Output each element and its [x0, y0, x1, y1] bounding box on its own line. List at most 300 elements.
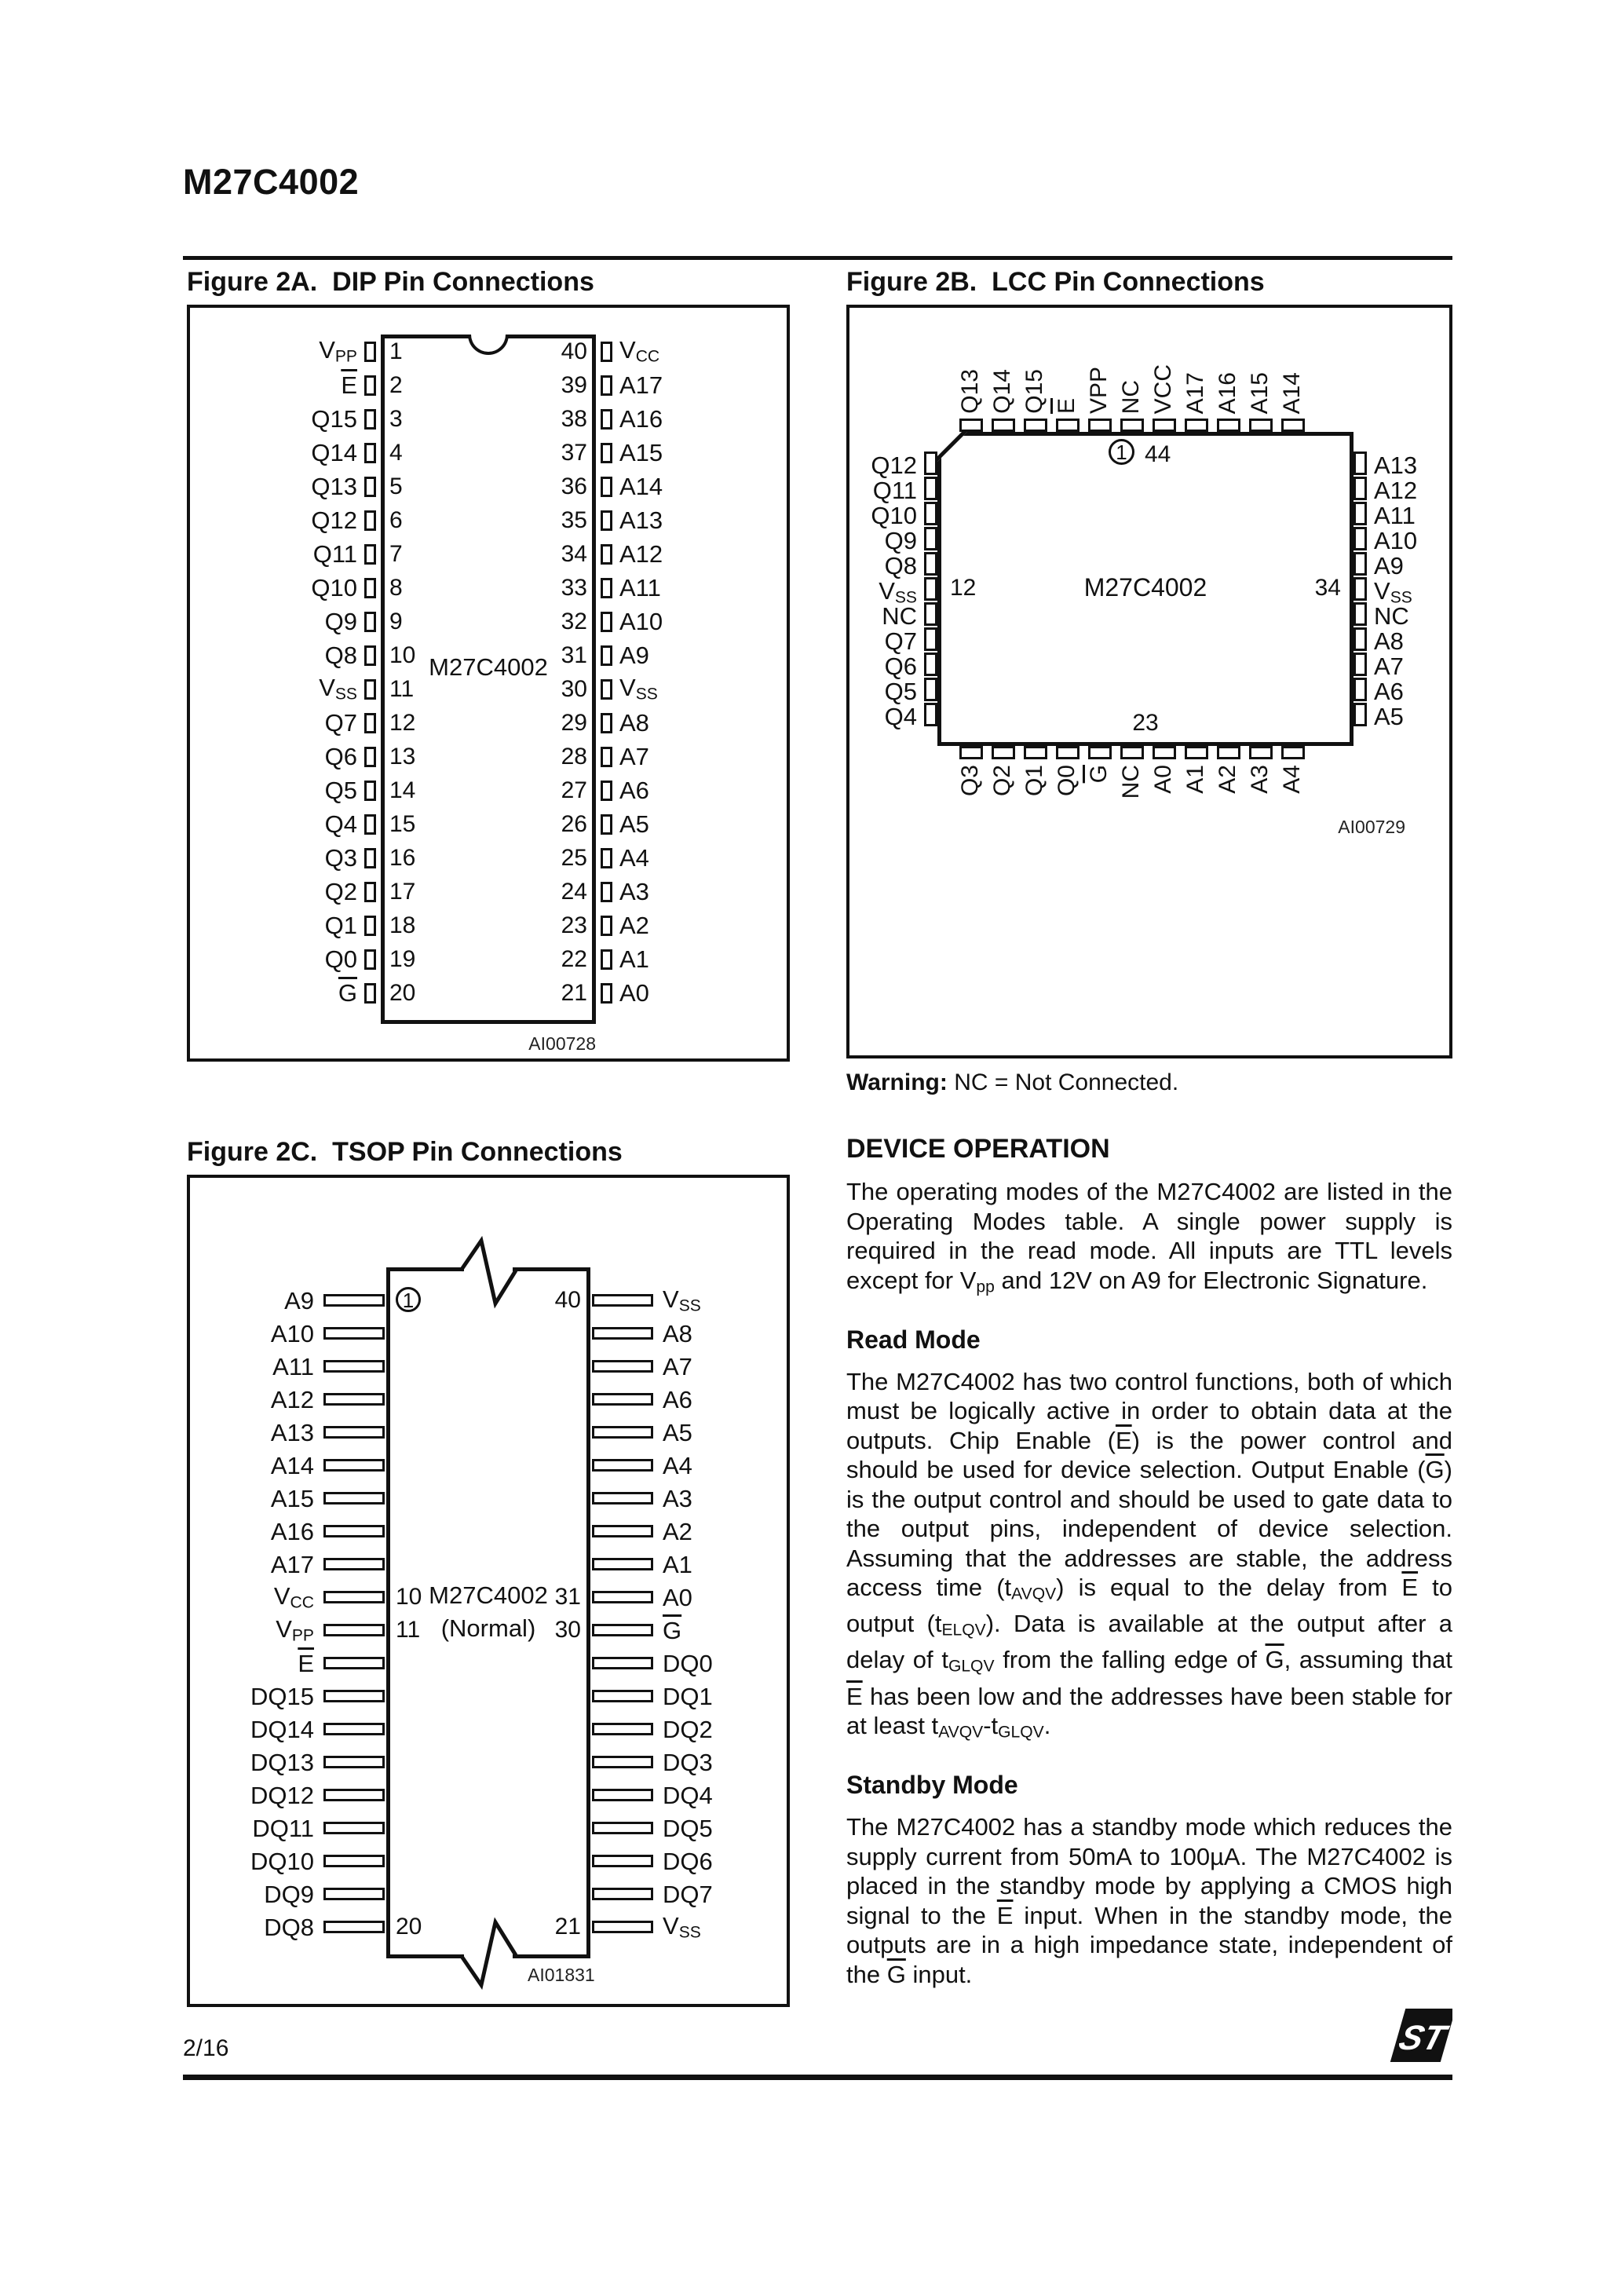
pin-number: 11: [396, 1617, 421, 1643]
pin-lead: [601, 747, 612, 767]
pin-lead: [592, 1657, 653, 1669]
dip-pin-row: [276, 571, 700, 605]
tsop-pin-row: [206, 1779, 771, 1812]
pin-lead: [1024, 419, 1047, 432]
pin-label: A17: [1182, 371, 1208, 414]
pin-lead: [601, 477, 612, 497]
pin-number: 21: [554, 1914, 581, 1940]
pin-lead: [601, 375, 612, 396]
pin-label: A0: [663, 1583, 692, 1611]
pin-lead: [364, 781, 376, 801]
pin-lead: [364, 612, 376, 632]
pin-label: $\overline{G}$: [663, 1616, 682, 1644]
pin-label: NC: [882, 602, 917, 630]
pin-label: A5: [1374, 703, 1404, 730]
pin-label: $V_{SS}$: [663, 1911, 701, 1942]
pin-lead: [592, 1360, 653, 1373]
pin-lead: [1249, 419, 1273, 432]
pin-number: 22: [561, 945, 587, 972]
pin-lead: [1185, 419, 1208, 432]
dip-pin-row: [276, 706, 700, 740]
pin-lead: [1353, 627, 1367, 651]
pin-label: A3: [619, 878, 649, 905]
pin-number: 17: [389, 878, 416, 905]
pin-lead: [1353, 703, 1367, 726]
pin-number: 40: [561, 338, 587, 364]
pin-lead: [1120, 746, 1144, 759]
pin-label: $V_{SS}$: [1374, 577, 1412, 607]
pin-label: A2: [663, 1517, 692, 1545]
pin-lead: [364, 409, 376, 430]
pin-lead: [323, 1789, 385, 1801]
pin-number: 33: [561, 574, 587, 601]
dip-pin-row: [276, 402, 700, 436]
pin-label: A17: [619, 371, 663, 399]
subsection-heading: Read Mode: [846, 1325, 981, 1354]
pin-label: Q2: [989, 765, 1015, 797]
pin-number: 29: [561, 709, 587, 736]
pin-label: Q4: [324, 810, 357, 838]
pin-number: 18: [389, 912, 416, 938]
pin-lead: [924, 552, 937, 576]
pin-lead: [364, 375, 376, 396]
pin-lead: [364, 510, 376, 531]
section-paragraph: The operating modes of the M27C4002 are listed in the Operating Modes table. A single power supply is required in the read mode. All inputs are TTL levels except for $V_{pp}$ and 12V on A9 for Electronic Signature.: [846, 1178, 1452, 1296]
pin-lead: [924, 477, 937, 500]
pin-lead: [601, 713, 612, 733]
lcc-pin12-number: 12: [950, 575, 977, 601]
pin-lead: [1353, 502, 1367, 525]
pin-label: VCC: [1150, 364, 1176, 414]
pin-number: 23: [561, 912, 587, 938]
pin-label: DQ15: [250, 1682, 314, 1710]
pin-lead: [323, 1756, 385, 1768]
page-title: M27C4002: [183, 162, 360, 202]
pin-number: 10: [396, 1584, 422, 1610]
pin-lead: [1088, 419, 1112, 432]
pin-lead: [1056, 419, 1080, 432]
dip-pin-row: [276, 672, 700, 706]
dip-pin-row: [276, 773, 700, 807]
figure-2a-box: [187, 305, 790, 1062]
pin-label: DQ7: [663, 1880, 713, 1908]
pin-label: $V_{SS}$: [663, 1285, 701, 1315]
pin-number: 32: [561, 608, 587, 634]
lcc-warning: [846, 1069, 1178, 1096]
pin-lead: [924, 452, 937, 475]
pin-label: NC: [1374, 602, 1409, 630]
pin-lead: [323, 1426, 385, 1439]
pin-label: DQ0: [663, 1649, 713, 1677]
pin-label: DQ9: [264, 1880, 314, 1908]
pin-lead: [601, 544, 612, 565]
pin-lead: [592, 1591, 653, 1603]
st-logo: [1385, 2004, 1452, 2070]
tsop-pin-row: [206, 1449, 771, 1482]
pin-number: 3: [389, 405, 403, 432]
pin-number: 20: [396, 1914, 422, 1940]
pin-label: A7: [619, 743, 649, 770]
tsop-diagram: [190, 1178, 787, 2004]
pin-number: 8: [389, 574, 403, 601]
pin-label: A8: [619, 709, 649, 737]
pin-label: A17: [270, 1550, 314, 1578]
subsection-heading: Standby Mode: [846, 1771, 1018, 1800]
pin-lead: [364, 544, 376, 565]
pin-label: DQ11: [252, 1814, 314, 1842]
pin-lead: [592, 1525, 653, 1537]
pin-label: A8: [663, 1319, 692, 1347]
pin-lead: [601, 781, 612, 801]
pin-label: Q12: [871, 452, 917, 479]
pin-label: A12: [619, 540, 663, 568]
pin-lead: [364, 949, 376, 970]
pin-lead: [592, 1723, 653, 1735]
figure-code: AI00728: [528, 1033, 596, 1054]
pin-lead: [601, 814, 612, 835]
pin-lead: [364, 713, 376, 733]
header-rule: [183, 256, 1452, 260]
pin-lead: [323, 1360, 385, 1373]
warning-label: Warning:: [846, 1069, 948, 1095]
pin-lead: [1353, 653, 1367, 676]
pin-label: A16: [619, 405, 663, 433]
dip-pin-row: [276, 976, 700, 1010]
dip-pin-row: [276, 537, 700, 571]
dip-pin-row: [276, 807, 700, 841]
tsop-pin-row: [206, 1713, 771, 1746]
pin-label: Q3: [957, 765, 983, 797]
pin-number: 39: [561, 371, 587, 398]
pin-label: A1: [619, 945, 649, 973]
pin-label: Q6: [884, 653, 917, 680]
pin-label: A11: [272, 1352, 314, 1380]
pin-lead: [924, 602, 937, 626]
pin-label: $V_{SS}$: [619, 674, 658, 704]
dip-pin-row: [276, 503, 700, 537]
pin-label: A13: [270, 1418, 314, 1446]
pin-label: VPP: [1086, 366, 1112, 414]
tsop-break-zigzag-top: [461, 1234, 516, 1307]
pin-lead: [592, 1888, 653, 1900]
pin-label: $V_{CC}$: [619, 336, 660, 366]
dip-pin-row: [276, 740, 700, 773]
pin-label: Q14: [311, 439, 357, 466]
pin-lead: [364, 477, 376, 497]
pin-label: $V_{SS}$: [319, 674, 357, 704]
pin-number: 31: [561, 642, 587, 668]
pin-lead: [323, 1690, 385, 1702]
pin-label: A10: [1374, 527, 1418, 554]
dip-diagram: [276, 320, 700, 1054]
pin-lead: [592, 1624, 653, 1636]
pin-lead: [992, 746, 1015, 759]
pin-lead: [1353, 602, 1367, 626]
pin-lead: [323, 1822, 385, 1834]
pin-label: A9: [619, 642, 649, 669]
pin-label: A8: [1374, 627, 1404, 655]
tsop-pin-row: [206, 1581, 771, 1614]
pin-lead: [592, 1822, 653, 1834]
pin-lead: [323, 1723, 385, 1735]
svg-text:ST: ST: [1394, 2017, 1451, 2057]
pin-label: DQ12: [250, 1781, 314, 1809]
pin-lead: [323, 1558, 385, 1570]
pin-lead: [1217, 746, 1240, 759]
device-operation-section: [846, 1134, 1452, 1989]
pin-number: 36: [561, 473, 587, 499]
pin-label: Q15: [311, 405, 357, 433]
pin-number: 31: [554, 1584, 581, 1610]
pin-number: 20: [389, 979, 416, 1006]
pin-label: A15: [1247, 371, 1273, 414]
pin-lead: [323, 1393, 385, 1406]
pin-number: 14: [389, 777, 416, 803]
figure-2c-box: [187, 1175, 790, 2007]
tsop-chip-label: M27C4002: [429, 1581, 548, 1609]
pin-number: 9: [389, 608, 403, 634]
pin-label: A7: [663, 1352, 692, 1380]
pin-label: A14: [270, 1451, 314, 1479]
pin-label: Q7: [324, 709, 357, 737]
pin-lead: [364, 645, 376, 666]
pin-label: Q6: [324, 743, 357, 770]
lcc-pin44-number: 44: [1145, 441, 1171, 467]
pin-label: A3: [663, 1484, 692, 1512]
pin-lead: [601, 645, 612, 666]
dip-pin-row: [276, 875, 700, 909]
pin-lead: [924, 527, 937, 550]
pin-lead: [364, 443, 376, 463]
pin-label: A2: [1215, 765, 1240, 794]
pin-lead: [323, 1492, 385, 1504]
pin-lead: [1281, 419, 1305, 432]
pin-lead: [1353, 678, 1367, 701]
pin-lead: [1088, 746, 1112, 759]
pin-label: DQ4: [663, 1781, 713, 1809]
pin-lead: [601, 679, 612, 700]
pin-label: NC: [1118, 379, 1144, 414]
figure-2b-title: Figure 2B. LCC Pin Connections: [846, 267, 1265, 297]
page-number: 2/16: [183, 2035, 229, 2061]
pin-label: A1: [1182, 765, 1208, 794]
lcc-chip-label: M27C4002: [1083, 573, 1207, 601]
pin-label: A9: [1374, 552, 1404, 579]
pin-label: A14: [1279, 371, 1305, 414]
pin-lead: [323, 1624, 385, 1636]
tsop-pin-row: [206, 1614, 771, 1647]
pin-lead: [592, 1690, 653, 1702]
pin-lead: [592, 1855, 653, 1867]
pin-label: DQ5: [663, 1814, 713, 1842]
pin-number: 28: [561, 743, 587, 770]
figure-code: AI00729: [1338, 817, 1405, 837]
pin-lead: [323, 1294, 385, 1307]
tsop-pin-row: [206, 1844, 771, 1877]
dip-pin-row: [276, 605, 700, 638]
pin-label: Q5: [884, 678, 917, 705]
figure-2c-title: Figure 2C. TSOP Pin Connections: [187, 1137, 623, 1167]
pin-label: Q9: [884, 527, 917, 554]
pin-lead: [924, 653, 937, 676]
pin-label: A11: [619, 574, 661, 601]
pin-lead: [1281, 746, 1305, 759]
pin-number: 6: [389, 506, 403, 533]
pin-label: Q1: [324, 912, 357, 939]
pin-number: 5: [389, 473, 403, 499]
pin-lead: [601, 916, 612, 936]
pin-lead: [924, 678, 937, 701]
pin-lead: [323, 1591, 385, 1603]
pin-lead: [592, 1426, 653, 1439]
pin-lead: [364, 679, 376, 700]
pin-label: Q11: [872, 477, 917, 504]
pin-number: 10: [389, 642, 416, 668]
pin-label: A15: [270, 1484, 314, 1512]
pin-label: Q0: [1054, 765, 1080, 797]
section-paragraph: The M27C4002 has a standby mode which reduces the supply current from 50mA to 100µA. The M27C4002 is placed in the standby mode by applying a CMOS high signal to the $\overline{E}$ input. When in the standby mode, the outputs are in a high impedance state, independent of the $\overline{G}$ input.: [846, 1813, 1452, 1988]
pin-label: G: [1086, 765, 1112, 784]
pin-label: A13: [619, 506, 663, 534]
pin-number: 11: [389, 675, 415, 702]
pin-number: 7: [389, 540, 403, 567]
pin-label: DQ2: [663, 1715, 713, 1743]
pin-label: A9: [284, 1286, 314, 1314]
pin-label: Q10: [311, 574, 357, 601]
pin-lead: [1353, 477, 1367, 500]
pin-lead: [1185, 746, 1208, 759]
pin-lead: [364, 578, 376, 598]
pin-number: 13: [389, 743, 416, 770]
tsop-pin-row: [206, 1416, 771, 1449]
pin-lead: [924, 627, 937, 651]
pin-lead: [1153, 419, 1176, 432]
pin-lead: [1153, 746, 1176, 759]
pin-lead: [592, 1459, 653, 1472]
pin-label: Q15: [1021, 369, 1047, 414]
pin-lead: [1120, 419, 1144, 432]
pin-lead: [924, 502, 937, 525]
tsop-pin-row: [206, 1680, 771, 1713]
pin-lead: [364, 848, 376, 868]
pin-lead: [1353, 527, 1367, 550]
pin-label: A14: [619, 473, 663, 500]
pin-label: A0: [619, 979, 649, 1007]
pin-number: 27: [561, 777, 587, 803]
pin-lead: [364, 747, 376, 767]
pin-lead: [1217, 419, 1240, 432]
tsop-chip-sublabel: (Normal): [440, 1614, 536, 1642]
pin-label: A3: [1247, 765, 1273, 794]
pin-label: Q13: [311, 473, 357, 500]
pin-lead: [592, 1492, 653, 1504]
tsop-pin-row: [206, 1482, 771, 1515]
pin-label: Q8: [324, 642, 357, 669]
st-logo-icon: [1385, 2004, 1452, 2070]
pin-number: 38: [561, 405, 587, 432]
pin-lead: [601, 578, 612, 598]
pin-label: A0: [1150, 765, 1176, 794]
pin-lead: [1353, 452, 1367, 475]
pin-number: 35: [561, 506, 587, 533]
pin-number: 16: [389, 844, 416, 871]
lcc-pin1-marker: 1: [1109, 439, 1134, 465]
pin-label: Q3: [324, 844, 357, 872]
tsop-pin-row: [206, 1746, 771, 1779]
pin-label: A16: [1215, 371, 1240, 414]
pin-label: Q4: [884, 703, 917, 730]
pin-label: Q2: [324, 878, 357, 905]
pin-lead: [323, 1888, 385, 1900]
pin-lead: [924, 703, 937, 726]
pin-label: A12: [1374, 477, 1418, 504]
pin-label: DQ3: [663, 1748, 713, 1776]
pin-lead: [601, 342, 612, 362]
pin-lead: [924, 577, 937, 601]
pin-lead: [592, 1393, 653, 1406]
pin-lead: [601, 983, 612, 1004]
dip-pin-row: [276, 436, 700, 470]
lcc-diagram: [849, 308, 1449, 1055]
pin-label: A1: [663, 1550, 692, 1578]
pin-lead: [601, 882, 612, 902]
pin-label: DQ8: [264, 1913, 314, 1941]
pin-label: $V_{SS}$: [879, 577, 917, 607]
pin-number: 4: [389, 439, 403, 466]
pin-label: Q0: [324, 945, 357, 973]
pin-label: Q1: [1021, 765, 1047, 797]
pin-label: $\overline{G}$: [338, 979, 357, 1007]
tsop-pin-row: [206, 1548, 771, 1581]
pin-lead: [592, 1294, 653, 1307]
pin-label: A6: [663, 1385, 692, 1413]
pin-label: A4: [663, 1451, 692, 1479]
section-paragraph: The M27C4002 has two control functions, both of which must be logically active in order to obtain data at the outputs. Chip Enable $(\overline{E})$ is the power control and should be used for device selection. Output Enable $(\overline{G})$ is the output control and should be used to gate data to the output pins, independent of device selection. Assuming that the addresses are stable, the address access time $(t_{AVQV})$ is equal to the delay from $\overline{E}$ to output $(t_{ELQV})$. Data is available at the output after a delay of $t_{GLQV}$ from the falling edge of $\overline{G}$, assuming that $\overline{E}$ has been low and the addresses have been stable for at least $t_{AVQV}-t_{GLQV}$.: [846, 1367, 1452, 1742]
pin-lead: [592, 1921, 653, 1933]
tsop-pin-row: [206, 1812, 771, 1844]
pin-label: A6: [619, 777, 649, 804]
pin-lead: [601, 848, 612, 868]
section-heading: DEVICE OPERATION: [846, 1134, 1110, 1164]
pin-number: 26: [561, 810, 587, 837]
pin-lead: [323, 1459, 385, 1472]
dip-pin-row: [276, 368, 700, 402]
pin-lead: [601, 443, 612, 463]
pin-label: Q12: [311, 506, 357, 534]
lcc-pin34-number: 34: [1314, 575, 1341, 601]
pin-label: DQ10: [250, 1847, 314, 1875]
pin-label: DQ1: [663, 1682, 713, 1710]
dip-pin-row: [276, 470, 700, 503]
tsop-pin-row: [206, 1515, 771, 1548]
pin-label: A4: [619, 844, 649, 872]
tsop-pin-row: [206, 1317, 771, 1350]
pin-number: 34: [561, 540, 587, 567]
dip-chip-label: M27C4002: [429, 653, 548, 681]
pin-label: Q7: [884, 627, 917, 655]
pin-lead: [364, 983, 376, 1004]
pin-label: $V_{PP}$: [276, 1614, 314, 1645]
pin-label: A15: [619, 439, 663, 466]
dip-pin-rows: [276, 320, 700, 1010]
pin-label: $\overline{E}$: [341, 371, 357, 399]
pin1-marker: 1: [396, 1287, 421, 1312]
figure-2a-title: Figure 2A. DIP Pin Connections: [187, 267, 594, 297]
pin-lead: [323, 1525, 385, 1537]
figure-2b-box: [846, 305, 1452, 1058]
pin-label: A5: [619, 810, 649, 838]
pin-label: DQ14: [250, 1715, 314, 1743]
